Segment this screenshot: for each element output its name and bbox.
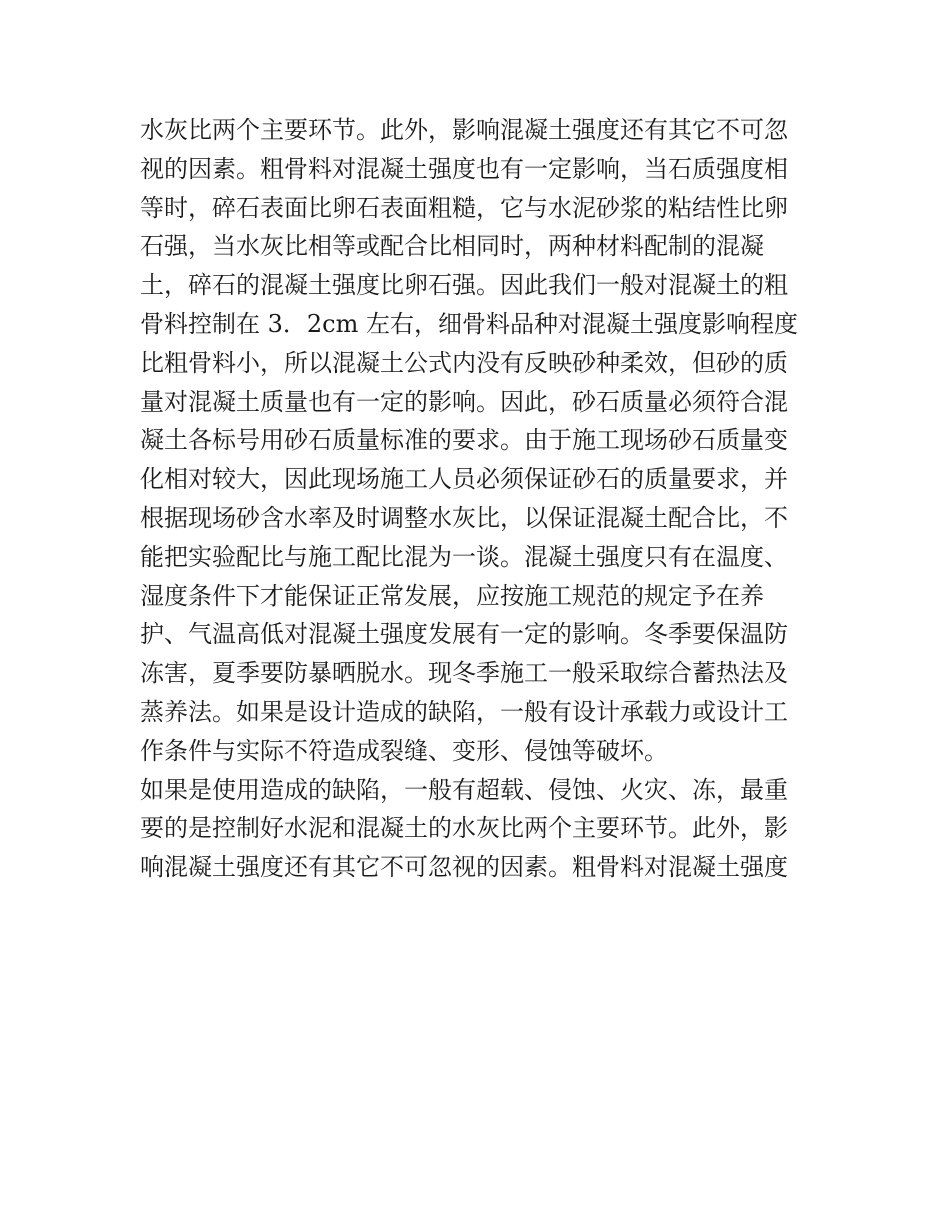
text-line: 蒸养法。如果是设计造成的缺陷，一般有设计承载力或设计工 bbox=[140, 697, 788, 726]
text-line: 比粗骨料小，所以混凝土公式内没有反映砂种柔效，但砂的质 bbox=[140, 348, 788, 377]
text-line: 量对混凝土质量也有一定的影响。因此，砂石质量必须符合混 bbox=[140, 387, 788, 416]
text-line: 土，碎石的混凝土强度比卵石强。因此我们一般对混凝土的粗 bbox=[140, 271, 788, 300]
text-line: 石强，当水灰比相等或配合比相同时，两种材料配制的混凝 bbox=[140, 232, 764, 261]
text-line: 根据现场砂含水率及时调整水灰比，以保证混凝土配合比，不 bbox=[140, 503, 788, 532]
text-line: 要的是控制好水泥和混凝土的水灰比两个主要环节。此外，影 bbox=[140, 814, 788, 843]
text-line: 响混凝土强度还有其它不可忽视的因素。粗骨料对混凝土强度 bbox=[140, 853, 788, 882]
text-line: 等时，碎石表面比卵石表面粗糙，它与水泥砂浆的粘结性比卵 bbox=[140, 193, 788, 222]
body-text bbox=[140, 111, 820, 887]
text-line: 骨料控制在 3．2cm 左右，细骨料品种对混凝土强度影响程度 bbox=[140, 309, 798, 338]
text-line: 护、气温高低对混凝土强度发展有一定的影响。冬季要保温防 bbox=[140, 620, 788, 649]
text-line: 水灰比两个主要环节。此外，影响混凝土强度还有其它不可忽 bbox=[140, 116, 788, 144]
text-line: 化相对较大，因此现场施工人员必须保证砂石的质量要求，并 bbox=[140, 465, 788, 494]
text-line: 如果是使用造成的缺陷，一般有超载、侵蚀、火灾、冻，最重 bbox=[140, 775, 788, 804]
text-line: 视的因素。粗骨料对混凝土强度也有一定影响，当石质强度相 bbox=[140, 154, 788, 183]
text-line: 冻害，夏季要防暴晒脱水。现冬季施工一般采取综合蓄热法及 bbox=[140, 659, 788, 688]
text-line: 能把实验配比与施工配比混为一谈。混凝土强度只有在温度、 bbox=[140, 542, 788, 571]
text-line: 作条件与实际不符造成裂缝、变形、侵蚀等破坏。 bbox=[140, 736, 668, 765]
text-line: 凝土各标号用砂石质量标准的要求。由于施工现场砂石质量变 bbox=[140, 426, 788, 455]
text-line: 湿度条件下才能保证正常发展，应按施工规范的规定予在养 bbox=[140, 581, 764, 610]
